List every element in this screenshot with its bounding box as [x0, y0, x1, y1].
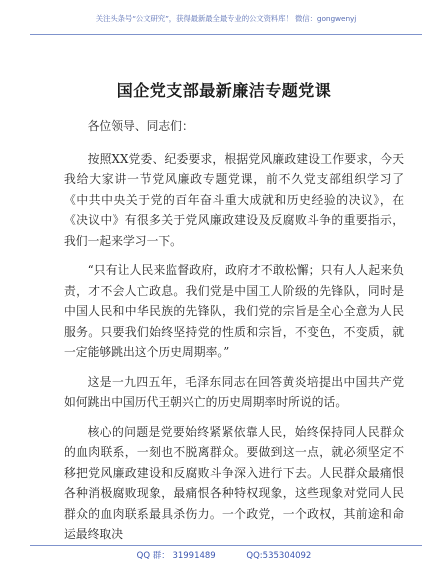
footer-qq-group: QQ 群： 31991489 [136, 551, 216, 561]
paragraph-4: 核心的问题是党要始终紧紧依靠人民，始终保持同人民群众的血肉联系，一刻也不脱离群众。要做到这一点，就必须坚定不移把党风廉政建设和反腐败斗争深入进行下去。人民群众最痛恨各种消极腐败现象，最痛恨各种特权现象，这些现象对党同人民群众的血肉联系最具杀伤力。一个政党，一个政权，其前途和命运最终取决 [64, 424, 404, 541]
header-promo-note: 关注头条号“公文研究”，获得最新最全最专业的公文资料库！ 微信：gongwenyj [95, 14, 357, 23]
footer-qq: QQ:535304092 [246, 551, 312, 561]
paragraph-1: 按照XX党委、纪委要求，根据党风廉政建设工作要求，今天我给大家讲一节党风廉政专题党课，前不久党支部组织学习了《中共中央关于党的百年奋斗重大成就和历史经验的决议》，在《决议中》有很多关于党风廉政建设及反腐败斗争的重要指示，我们一起来学习一下。 [64, 151, 404, 248]
document-title: 国企党支部最新廉洁专题党课 [116, 81, 332, 100]
header-divider [30, 34, 422, 35]
document-body [64, 116, 404, 554]
paragraph-2: “只有让人民来监督政府，政府才不敢松懈；只有人人起来负责，才不会人亡政息。我们党是中国工人阶级的先锋队，同时是中国人民和中华民族的先锋队，我们党的宗旨是全心全意为人民服务。只要我们始终坚持党的性质和宗旨，不变色，不变质，就一定能够跳出这个历史周期率。” [64, 263, 404, 359]
footer-divider [30, 545, 422, 546]
paragraph-3: 这是一九四五年，毛泽东同志在回答黄炎培提出中国共产党如何跳出中国历代王朝兴亡的历史周期率时所说的话。 [64, 374, 404, 409]
footer-contact [0, 549, 448, 561]
salutation: 各位领导、同志们： [87, 119, 194, 133]
